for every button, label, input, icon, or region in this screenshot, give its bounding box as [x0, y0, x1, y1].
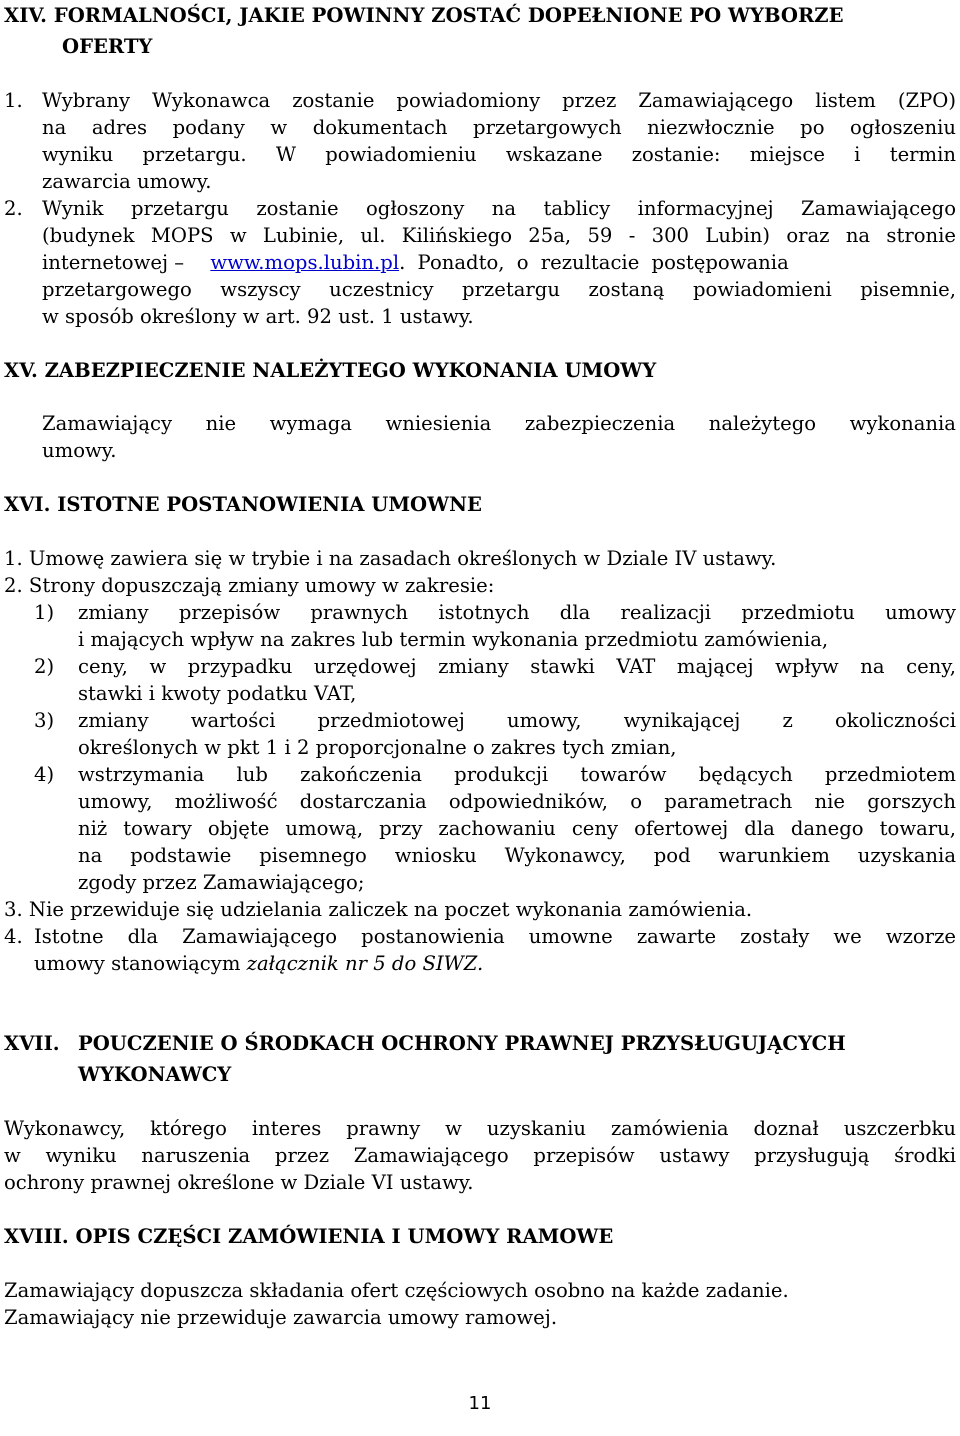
- section-xiv-heading: XIV. FORMALNOŚCI, JAKIE POWINNY ZOSTAĆ DOPEŁNIONE PO WYBORZE: [4, 4, 844, 27]
- list-number: 4.: [4, 925, 23, 948]
- section-xviii-heading: XVIII. OPIS CZĘŚCI ZAMÓWIENIA I UMOWY RAMOWE: [4, 1225, 614, 1248]
- paragraph-line: zmiany przepisów prawnych istotnych dla realizacji przedmiotu umowy: [78, 601, 956, 624]
- paragraph-line: i mających wpływ na zakres lub termin wykonania przedmiotu zamówienia,: [78, 628, 829, 651]
- section-xvi-heading: XVI. ISTOTNE POSTANOWIENIA UMOWNE: [4, 493, 482, 516]
- paragraph-line: Wynik przetargu zostanie ogłoszony na tablicy informacyjnej Zamawiającego: [42, 197, 956, 220]
- paragraph-line: zmiany wartości przedmiotowej umowy, wynikającej z okoliczności: [78, 709, 956, 732]
- paragraph-line: ceny, w przypadku urzędowej zmiany stawki VAT mającej wpływ na ceny,: [78, 655, 956, 678]
- paragraph-line: na adres podany w dokumentach przetargowych niezwłocznie po ogłoszeniu: [42, 116, 956, 139]
- section-xiv-heading-cont: OFERTY: [62, 35, 153, 58]
- list-number: 1.: [4, 89, 23, 112]
- paragraph-line: umowy, możliwość dostarczania odpowiedników, o parametrach nie gorszych: [78, 790, 956, 813]
- paragraph-line: wyniku przetargu. W powiadomieniu wskazane zostanie: miejsce i termin: [42, 143, 956, 166]
- list-number: 2.: [4, 197, 23, 220]
- list-number: 3): [34, 709, 55, 732]
- page-number: 11: [468, 1393, 492, 1414]
- paragraph-line: [42, 249, 956, 276]
- paragraph-line: w wyniku naruszenia przez Zamawiającego przepisów ustawy przysługują środki: [4, 1144, 956, 1167]
- paragraph-line: stawki i kwoty podatku VAT,: [78, 682, 357, 705]
- url-prefix: internetowej –: [42, 251, 185, 274]
- paragraph-line: Istotne dla Zamawiającego postanowienia umowne zawarte zostały we wzorze: [34, 925, 956, 948]
- paragraph-line: zgody przez Zamawiającego;: [78, 871, 365, 894]
- paragraph-line: przetargowego wszyscy uczestnicy przetargu zostaną powiadomieni pisemnie,: [42, 278, 956, 301]
- paragraph-line: Zamawiający dopuszcza składania ofert częściowych osobno na każde zadanie.: [4, 1279, 789, 1302]
- list-number: 1): [34, 601, 55, 624]
- paragraph-line: Zamawiający nie wymaga wniesienia zabezpieczenia należytego wykonania: [42, 412, 956, 435]
- list-number: 4): [34, 763, 55, 786]
- paragraph-line: Wykonawcy, którego interes prawny w uzyskaniu zamówienia doznał uszczerbku: [4, 1117, 956, 1140]
- section-xvii-number: XVII.: [4, 1032, 60, 1055]
- paragraph-line: wstrzymania lub zakończenia produkcji towarów będących przedmiotem: [78, 763, 956, 786]
- annex-reference-prefix: umowy stanowiącym: [34, 952, 247, 975]
- paragraph-line: ochrony prawnej określone w Dziale VI ustawy.: [4, 1171, 474, 1194]
- section-xv-heading: XV. ZABEZPIECZENIE NALEŻYTEGO WYKONANIA UMOWY: [4, 359, 657, 382]
- paragraph-line: określonych w pkt 1 i 2 proporcjonalne o zakres tych zmian,: [78, 736, 677, 759]
- mops-website-link[interactable]: www.mops.lubin.pl: [210, 251, 400, 274]
- paragraph-line: umowy.: [42, 439, 117, 462]
- paragraph-line: niż towary objęte umową, przy zachowaniu ceny ofertowej dla danego towaru,: [78, 817, 956, 840]
- paragraph-line: [34, 950, 483, 977]
- paragraph-line: w sposób określony w art. 92 ust. 1 ustawy.: [42, 305, 474, 328]
- paragraph-line: zawarcia umowy.: [42, 170, 212, 193]
- paragraph-line: 3. Nie przewiduje się udzielania zaliczek na poczet wykonania zamówienia.: [4, 898, 753, 921]
- paragraph-line: (budynek MOPS w Lubinie, ul. Kilińskiego 25a, 59 - 300 Lubin) oraz na stronie: [42, 224, 956, 247]
- paragraph-line: na podstawie pisemnego wniosku Wykonawcy, pod warunkiem uzyskania: [78, 844, 956, 867]
- annex-reference: załącznik nr 5 do SIWZ.: [246, 952, 484, 975]
- url-suffix: . Ponadto, o rezultacie postępowania: [399, 251, 789, 274]
- paragraph-line: 2. Strony dopuszczają zmiany umowy w zakresie:: [4, 574, 495, 597]
- section-xvii-heading: POUCZENIE O ŚRODKACH OCHRONY PRAWNEJ PRZYSŁUGUJĄCYCH: [78, 1032, 846, 1055]
- paragraph-line: 1. Umowę zawiera się w trybie i na zasadach określonych w Dziale IV ustawy.: [4, 547, 777, 570]
- list-number: 2): [34, 655, 55, 678]
- paragraph-line: Zamawiający nie przewiduje zawarcia umowy ramowej.: [4, 1306, 558, 1329]
- paragraph-line: Wybrany Wykonawca zostanie powiadomiony przez Zamawiającego listem (ZPO): [42, 89, 956, 112]
- section-xvii-heading-cont: WYKONAWCY: [78, 1063, 232, 1086]
